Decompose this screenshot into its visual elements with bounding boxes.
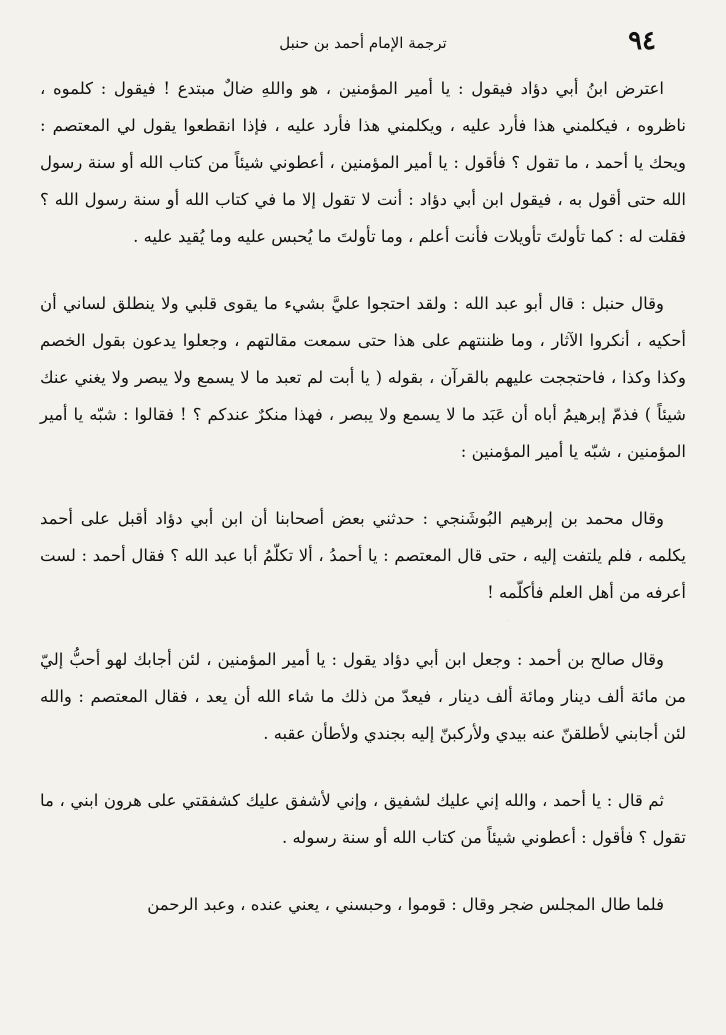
running-title: ترجمة الإمام أحمد بن حنبل	[279, 34, 447, 52]
page-number: ٩٤	[628, 26, 656, 56]
page-header	[60, 22, 666, 62]
paragraph-2: وقال حنبل : قال أبو عبد الله : ولقد احتجوا عليَّ بشيء ما يقوى قلبي ولا ينطلق لساني أن أحكيه ، أنكروا الآثار ، وما ظننتهم على هذا حتى سمعت مقالتهم ، وجعلوا يدعون بقول الخصم وكذا وكذا ، فاحتججت عليهم بالقرآن ، بقوله ( يا أبت لم تعبد ما لا يسمع ولا يبصر ولا يغني عنك شيئاً ) فذمّ إبرهيمُ أباه أن عَبَد ما لا يسمع ولا يبصر ، فهذا منكرٌ عندكم ؟ ! فقالوا : شبّه يا أمير المؤمنين ، شبّه يا أمير المؤمنين :	[40, 294, 686, 461]
paragraph-6: فلما طال المجلس ضجر وقال : قوموا ، وحبسني ، يعني عنده ، وعبد الرحمن	[147, 895, 664, 914]
paragraph-3: وقال محمد بن إبرهيم البُوشَنجي : حدثني بعض أصحابنا أن ابن أبي دؤاد أقبل على أحمد يكلمه ، فلم يلتفت إليه ، حتى قال المعتصم : يا أحمدُ ، ألا تكلّمُ أبا عبد الله ؟ فقال أحمد : لست أعرفه من أهل العلم فأكلّمه !	[40, 509, 686, 602]
body-text	[40, 70, 686, 923]
paragraph-1: اعترض ابنُ أبي دؤاد فيقول : يا أمير المؤمنين ، هو واللهِ ضالٌ مبتدع ! فيقول : كلموه ، ناظروه ، فيكلمني هذا فأرد عليه ، ويكلمني هذا فأرد عليه ، فإذا انقطعوا يقول لي المعتصم : ويحك يا أحمد ، ما تقول ؟ فأقول : يا أمير المؤمنين ، أعطوني شيئاً من كتاب الله أو سنة رسول الله حتى أقول به ، فيقول ابن أبي دؤاد : أنت لا تقول إلا ما في كتاب الله أو سنة رسول الله ؟ فقلت له : كما تأولتَ تأويلات فأنت أعلم ، وما تأولتَ ما يُحبس عليه وما يُقيد عليه .	[40, 79, 686, 246]
paragraph-5: ثم قال : يا أحمد ، والله إني عليك لشفيق ، وإني لأشفق عليك كشفقتي على هرون ابني ، ما تقول ؟ فأقول : أعطوني شيئاً من كتاب الله أو سنة رسوله .	[40, 791, 686, 847]
paragraph-4: وقال صالح بن أحمد : وجعل ابن أبي دؤاد يقول : يا أمير المؤمنين ، لئن أجابك لهو أحبُّ إليّ من مائة ألف دينار ومائة ألف دينار ، فيعدّ من ذلك ما شاء الله أن يعد ، فقال المعتصم : والله لئن أجابني لأطلقنّ عنه بيدي ولأركبنّ إليه بجندي ولأطأن عقبه .	[40, 650, 686, 743]
